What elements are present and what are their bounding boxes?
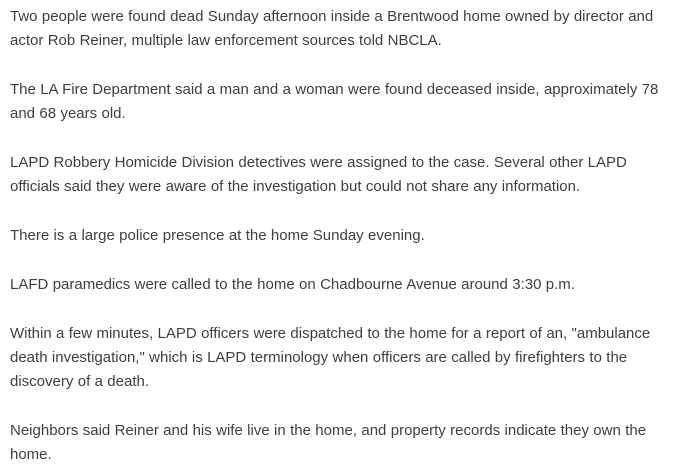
article-paragraph: The LA Fire Department said a man and a woman were found deceased inside, approximately 78 and 68 years old. [10, 81, 659, 122]
article-paragraph: LAFD paramedics were called to the home on Chadbourne Avenue around 3:30 p.m. [10, 276, 575, 293]
article-paragraph: Within a few minutes, LAPD officers were dispatched to the home for a report of an, "ambulance death investigation," which is LAPD terminology when officers are called by firefighters to the discovery of a death. [10, 325, 651, 390]
article-paragraph: There is a large police presence at the home Sunday evening. [10, 227, 425, 244]
article-paragraph: LAPD Robbery Homicide Division detectives were assigned to the case. Several other LAPD officials said they were aware of the investigation but could not share any information. [10, 154, 627, 195]
article-paragraph: Neighbors said Reiner and his wife live in the home, and property records indicate they own the home. [10, 422, 647, 463]
article-paragraph: Two people were found dead Sunday afternoon inside a Brentwood home owned by director and actor Rob Reiner, multiple law enforcement sources told NBCLA. [10, 8, 654, 49]
